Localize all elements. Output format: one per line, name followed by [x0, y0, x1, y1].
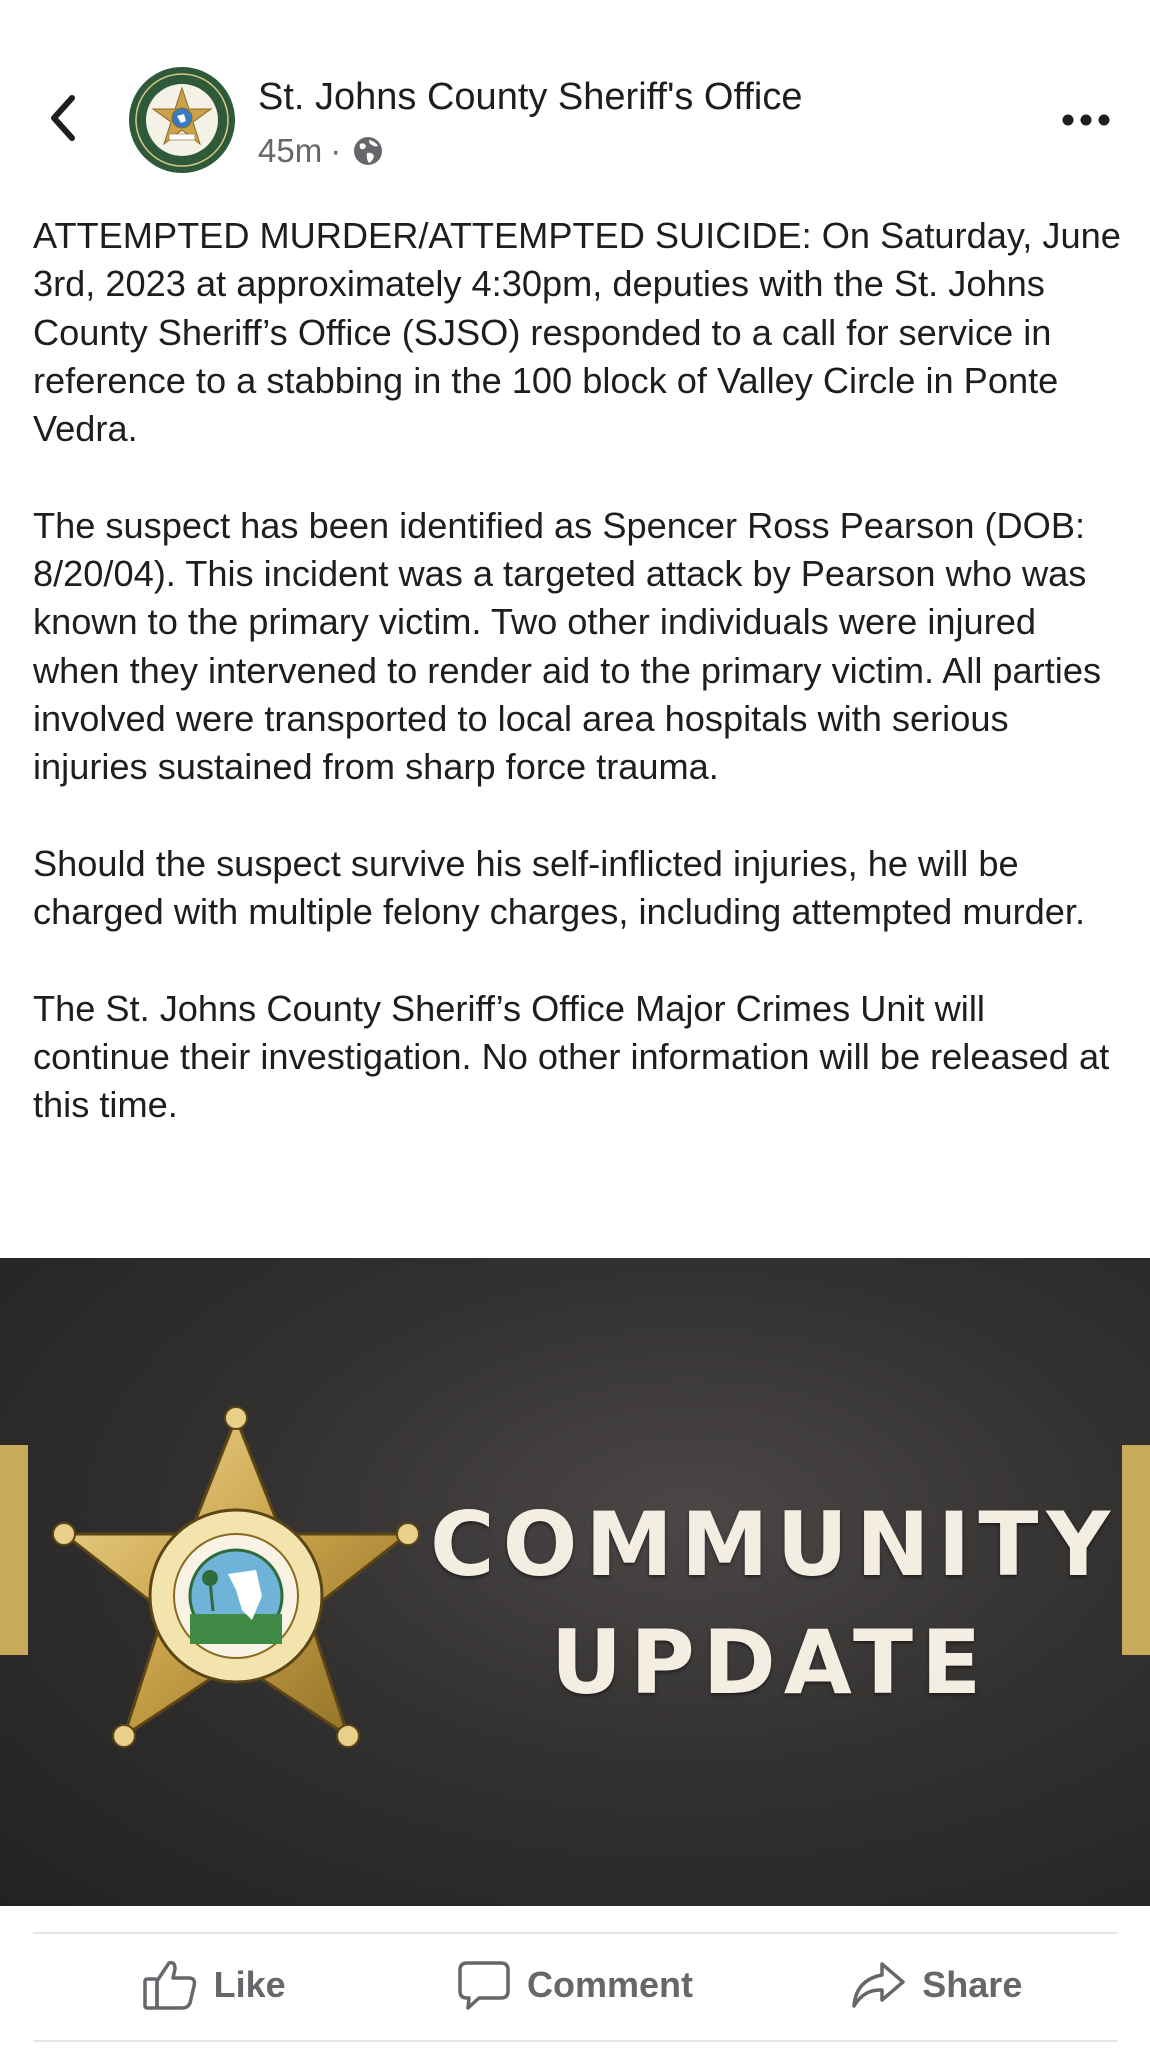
thumbs-up-icon	[142, 1959, 198, 2011]
chevron-left-icon	[48, 94, 78, 142]
post-paragraph: The St. Johns County Sheriff’s Office Major Crimes Unit will continue their investigation. No other information will be released at this time.	[33, 987, 1110, 1126]
meta-separator: ·	[330, 132, 342, 169]
comment-label: Comment	[526, 1964, 693, 2005]
comment-button[interactable]	[394, 1950, 755, 2020]
banner-title-line2: UPDATE	[550, 1611, 990, 1714]
page-name[interactable]: St. Johns County Sheriff's Office	[258, 76, 803, 118]
post-paragraph: The suspect has been identified as Spencer Ross Pearson (DOB: 8/20/04). This incident was a targeted attack by Pearson who was known to the primary victim. Two other individuals were injured when they intervened to render aid to the primary victim. All parties involved were transported to local area hospitals with serious injuries sustained from sharp force trauma.	[33, 504, 1102, 788]
banner-accent-right	[1122, 1445, 1150, 1655]
more-horizontal-icon	[1062, 114, 1110, 126]
post-paragraph: ATTEMPTED MURDER/ATTEMPTED SUICIDE: On Saturday, June 3rd, 2023 at approximately 4:30pm, deputies with the St. Johns County Sheriff’s Office (SJSO) responded to a call for service in reference to a stabbing in the 100 block of Valley Circle in Ponte Vedra.	[33, 215, 1121, 450]
sheriff-seal-logo	[128, 66, 236, 174]
banner-title	[430, 1486, 1119, 1722]
banner-accent-left	[0, 1445, 28, 1655]
actions-divider	[33, 1932, 1117, 1934]
more-options-button[interactable]	[1058, 100, 1114, 140]
post-paragraph: Should the suspect survive his self-inflicted injuries, he will be charged with multiple felony charges, including attempted murder.	[33, 842, 1086, 933]
back-button[interactable]	[38, 88, 88, 148]
timestamp[interactable]: 45m	[258, 132, 323, 169]
share-label: Share	[922, 1964, 1023, 2005]
like-button[interactable]	[33, 1950, 394, 2020]
post-header	[0, 0, 1150, 200]
sheriff-badge-logo	[50, 1406, 422, 1766]
post-actions-bar	[33, 1950, 1117, 2020]
bottom-divider	[33, 2040, 1117, 2042]
share-button[interactable]	[756, 1950, 1117, 2020]
post-image[interactable]	[0, 1258, 1150, 1906]
like-label: Like	[213, 1964, 286, 2005]
share-arrow-icon	[850, 1960, 906, 2010]
avatar[interactable]	[128, 66, 236, 174]
post-text	[33, 212, 1123, 1130]
comment-bubble-icon	[457, 1959, 511, 2011]
post-meta	[258, 132, 385, 170]
banner-title-line1: COMMUNITY	[430, 1493, 1119, 1596]
globe-icon	[351, 134, 385, 168]
